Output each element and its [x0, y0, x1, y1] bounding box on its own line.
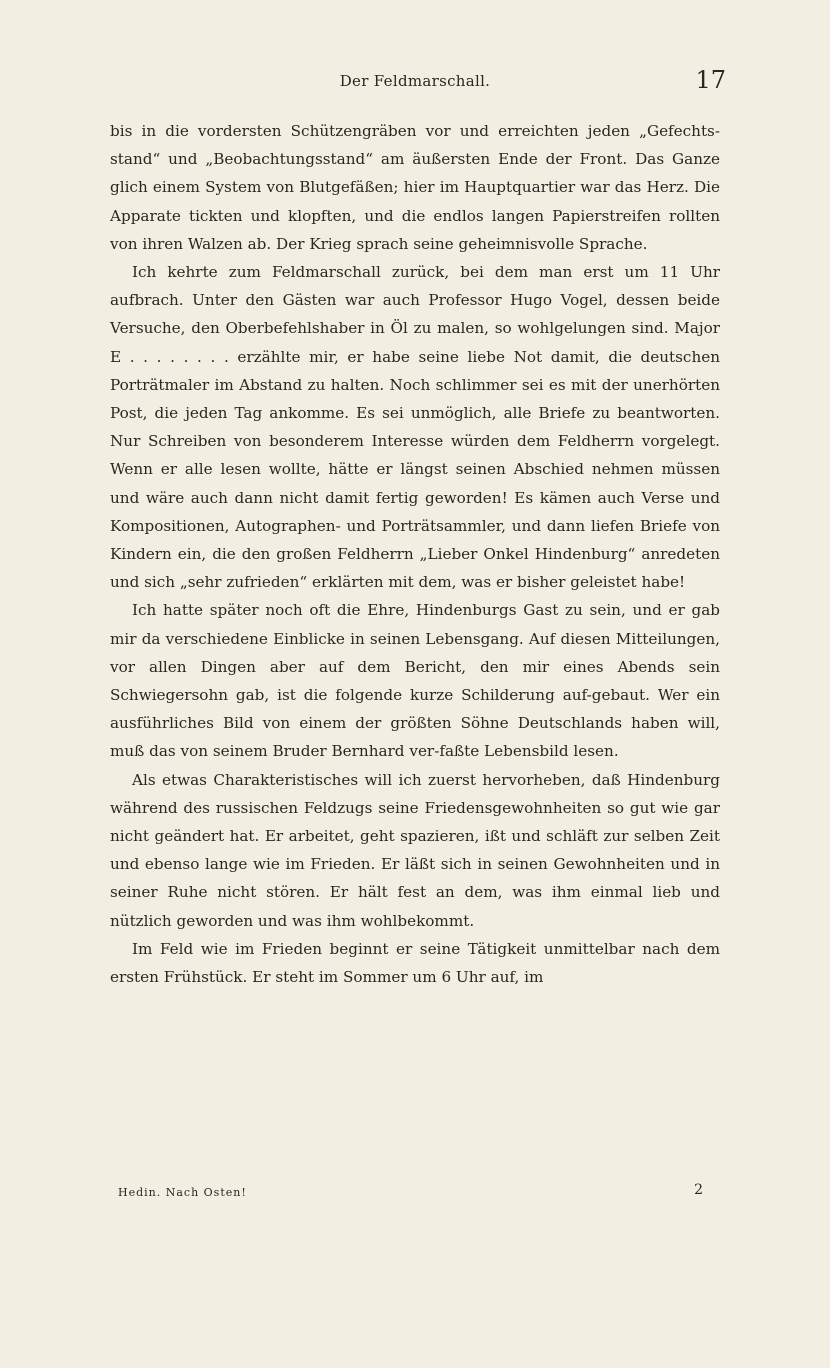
book-reference: Hedin. Nach Osten! [118, 1186, 247, 1199]
paragraph: Ich hatte später noch oft die Ehre, Hindenburgs Gast zu sein, und er gab mir da verschiedene Einblicke in seinen Lebensgang. Auf diesen Mitteilungen, vor allen Dingen aber auf dem Bericht, den mir eines Abends sein Schwiegersohn gab, ist die folgende kurze Schilderung auf-gebaut. Wer ein ausführliches Bild von einem der größten Söhne Deutschlands haben will, muß das von seinem Bruder Bernhard ver-faßte Lebensbild lesen. [110, 601, 720, 761]
running-title: Der Feldmarschall. [339, 72, 491, 90]
signature-mark: 2 [694, 1182, 704, 1198]
paragraph-continuation: bis in die vordersten Schützengräben vor und erreichten jeden „Gefechts-stand“ und „Beobachtungsstand“ am äußersten Ende der Front. Das Ganze glich einem System von Blutgefäßen; hier im Hauptquartier war das Herz. Die Apparate tickten und klopften, und die endlos langen Papierstreifen rollten von ihren Walzen ab. Der Krieg sprach seine geheimnisvolle Sprache. [110, 122, 720, 253]
page-footer [118, 1182, 704, 1199]
body-text [110, 117, 720, 991]
paragraph: Ich kehrte zum Feldmarschall zurück, bei dem man erst um 11 Uhr aufbrach. Unter den Gästen war auch Professor Hugo Vogel, dessen beide Versuche, den Oberbefehlshaber in Öl zu malen, so wohlgelungen sind. Major E . . . . . . . . erzählte mir, er habe seine liebe Not damit, die deutschen Porträtmaler im Abstand zu halten. Noch schlimmer sei es mit der unerhörten Post, die jeden Tag ankomme. Es sei unmöglich, alle Briefe zu beantworten. Nur Schreiben von besonderem Interesse würden dem Feldherrn vorgelegt. Wenn er alle lesen wollte, hätte er längst seinen Abschied nehmen müssen und wäre auch dann nicht damit fertig geworden! Es kämen auch Verse und Kompositionen, Autographen- und Porträtsammler, und dann liefen Briefe von Kindern ein, die den großen Feldherrn „Lieber Onkel Hindenburg“ anredeten und sich „sehr zufrieden“ erklärten mit dem, was er bisher geleistet habe! [110, 263, 720, 592]
paragraph: Als etwas Charakteristisches will ich zuerst hervorheben, daß Hindenburg während des russischen Feldzugs seine Friedensgewohnheiten so gut wie gar nicht geändert hat. Er arbeitet, geht spazieren, ißt und schläft zur selben Zeit und ebenso lange wie im Frieden. Er läßt sich in seinen Gewohnheiten und in seiner Ruhe nicht stören. Er hält fest an dem, was ihm einmal lieb und nützlich geworden und was ihm wohlbekommt. [110, 770, 720, 930]
page-number: 17 [695, 66, 726, 94]
paragraph: Im Feld wie im Frieden beginnt er seine Tätigkeit unmittelbar nach dem ersten Frühstück. Er steht im Sommer um 6 Uhr auf, im [110, 939, 720, 987]
